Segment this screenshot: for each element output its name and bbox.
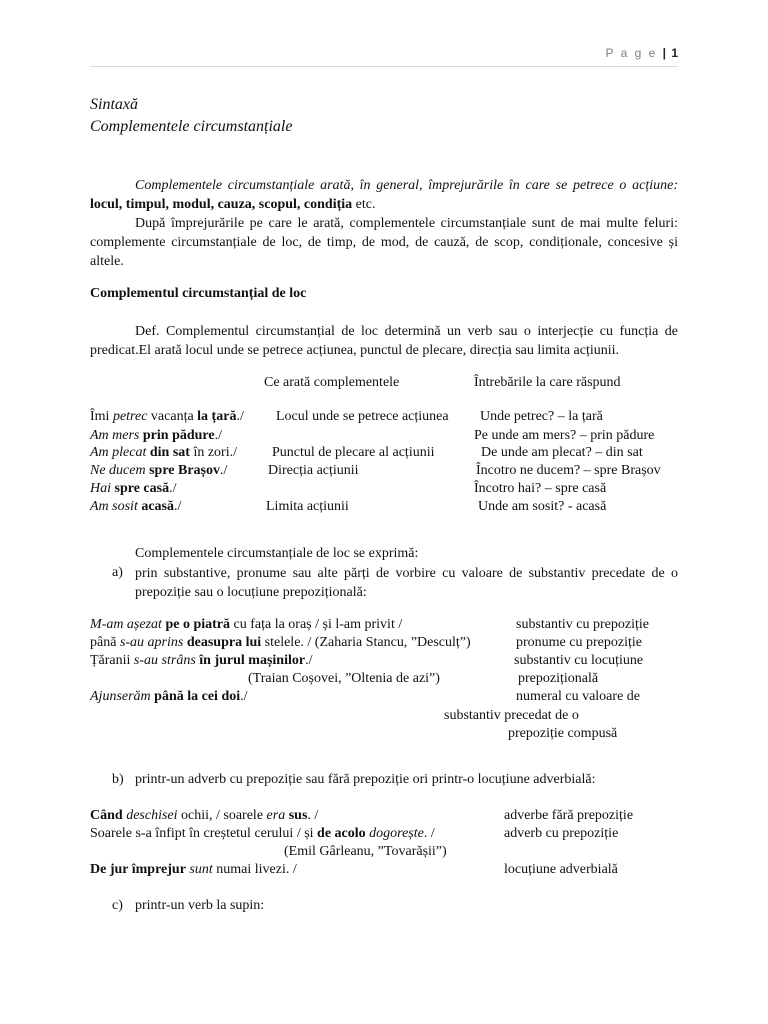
list-marker-c: c): [112, 898, 123, 913]
example-note: locuțiune adverbială: [504, 862, 618, 877]
example-line: Țăranii s-au strâns în jurul mașinilor./: [90, 653, 313, 668]
table-row-question: Pe unde am mers? – prin pădure: [474, 428, 655, 443]
table-row-question: Unde petrec? – la țară: [480, 409, 603, 424]
document-title-line2: Complementele circumstanțiale: [90, 118, 293, 135]
intro-bold-list: locul, timpul, modul, cauza, scopul, condiția: [90, 197, 353, 212]
table-row-example: Îmi petrec vacanța la țară./: [90, 409, 244, 424]
example-note: substantiv precedat de o: [444, 708, 579, 723]
example-note: prepoziție compusă: [508, 726, 618, 741]
table-row-question: Încotro ne ducem? – spre Brașov: [476, 463, 661, 478]
list-item-a: prin substantive, pronume sau alte părți de vorbire cu valoare de substantiv precedate de o prepoziție sau o locuțiune prepozițională:: [135, 566, 678, 600]
list-marker-a: a): [112, 565, 123, 580]
document-title-line1: Sintaxă: [90, 96, 138, 113]
table-header-meaning: Ce arată complementele: [264, 375, 400, 390]
example-note: substantiv cu prepoziție: [516, 617, 649, 632]
intro-paragraph-2: După împrejurările pe care le arată, complementele circumstanțiale sunt de mai multe feluri: complemente circumstanțiale de loc, de timp, de mod, de cauză, de scop, condiționale, concesive și altele.: [90, 216, 678, 269]
table-row-meaning: Punctul de plecare al acțiunii: [272, 445, 435, 460]
table-row-question: De unde am plecat? – din sat: [481, 445, 643, 460]
section-heading: Complementul circumstanțial de loc: [90, 286, 307, 301]
table-row-example: Am plecat din sat în zori./: [90, 445, 237, 460]
table-row-meaning: Locul unde se petrece acțiunea: [276, 409, 449, 424]
list-item-b: printr-un adverb cu prepoziție sau fără prepoziție ori printr-o locuțiune adverbială:: [135, 772, 596, 787]
page-separator: |: [662, 46, 666, 60]
intro-italic: Complementele circumstanțiale arată, în general, împrejurările în care se petrece o acțiune:: [135, 178, 678, 193]
intro-paragraph-1: [90, 176, 678, 214]
page-header: [90, 46, 678, 67]
example-line: De jur împrejur sunt numai livezi. /: [90, 862, 297, 877]
table-row-example: Hai spre casă./: [90, 481, 177, 496]
table-row-meaning: Limita acțiunii: [266, 499, 349, 514]
page-number: 1: [671, 46, 678, 60]
list-marker-b: b): [112, 772, 124, 787]
expression-intro: Complementele circumstanțiale de loc se exprimă:: [135, 546, 419, 561]
example-note: adverbe fără prepoziție: [504, 808, 634, 823]
definition-paragraph: Def. Complementul circumstanțial de loc determină un verb sau o interjecție cu funcția de predicat.El arată locul unde se petrece acțiunea, punctul de plecare, direcția sau limita acțiunii.: [90, 324, 678, 358]
example-line: până s-au aprins deasupra lui stelele. / (Zaharia Stancu, ”Desculț”): [90, 635, 471, 650]
table-row-question: Unde am sosit? - acasă: [478, 499, 607, 514]
example-source: (Emil Gârleanu, ”Tovarășii”): [284, 844, 447, 859]
table-row-example: Am sosit acasă./: [90, 499, 182, 514]
example-note: numeral cu valoare de: [516, 689, 640, 704]
example-note: substantiv cu locuțiune: [514, 653, 644, 668]
example-line: Când deschisei ochii, / soarele era sus. /: [90, 808, 319, 823]
page-label: P a g e: [605, 46, 658, 60]
example-note: pronume cu prepoziție: [516, 635, 642, 650]
example-note: adverb cu prepoziție: [504, 826, 619, 841]
example-line: Ajunserăm până la cei doi./: [90, 689, 248, 704]
table-row-example: Am mers prin pădure./: [90, 428, 222, 443]
list-item-c: printr-un verb la supin:: [135, 898, 265, 913]
table-header-question: Întrebările la care răspund: [474, 375, 621, 390]
table-row-example: Ne ducem spre Brașov./: [90, 463, 228, 478]
example-note: prepozițională: [518, 671, 599, 686]
example-source: (Traian Coșovei, ”Oltenia de azi”): [248, 671, 440, 686]
example-line: Soarele s-a înfipt în creștetul cerului / și de acolo dogorește. /: [90, 826, 435, 841]
example-line: M-am așezat pe o piatră cu fața la oraș / și l-am privit /: [90, 617, 403, 632]
table-row-question: Încotro hai? – spre casă: [474, 481, 607, 496]
intro-etc: etc.: [355, 197, 376, 212]
table-row-meaning: Direcția acțiunii: [268, 463, 359, 478]
